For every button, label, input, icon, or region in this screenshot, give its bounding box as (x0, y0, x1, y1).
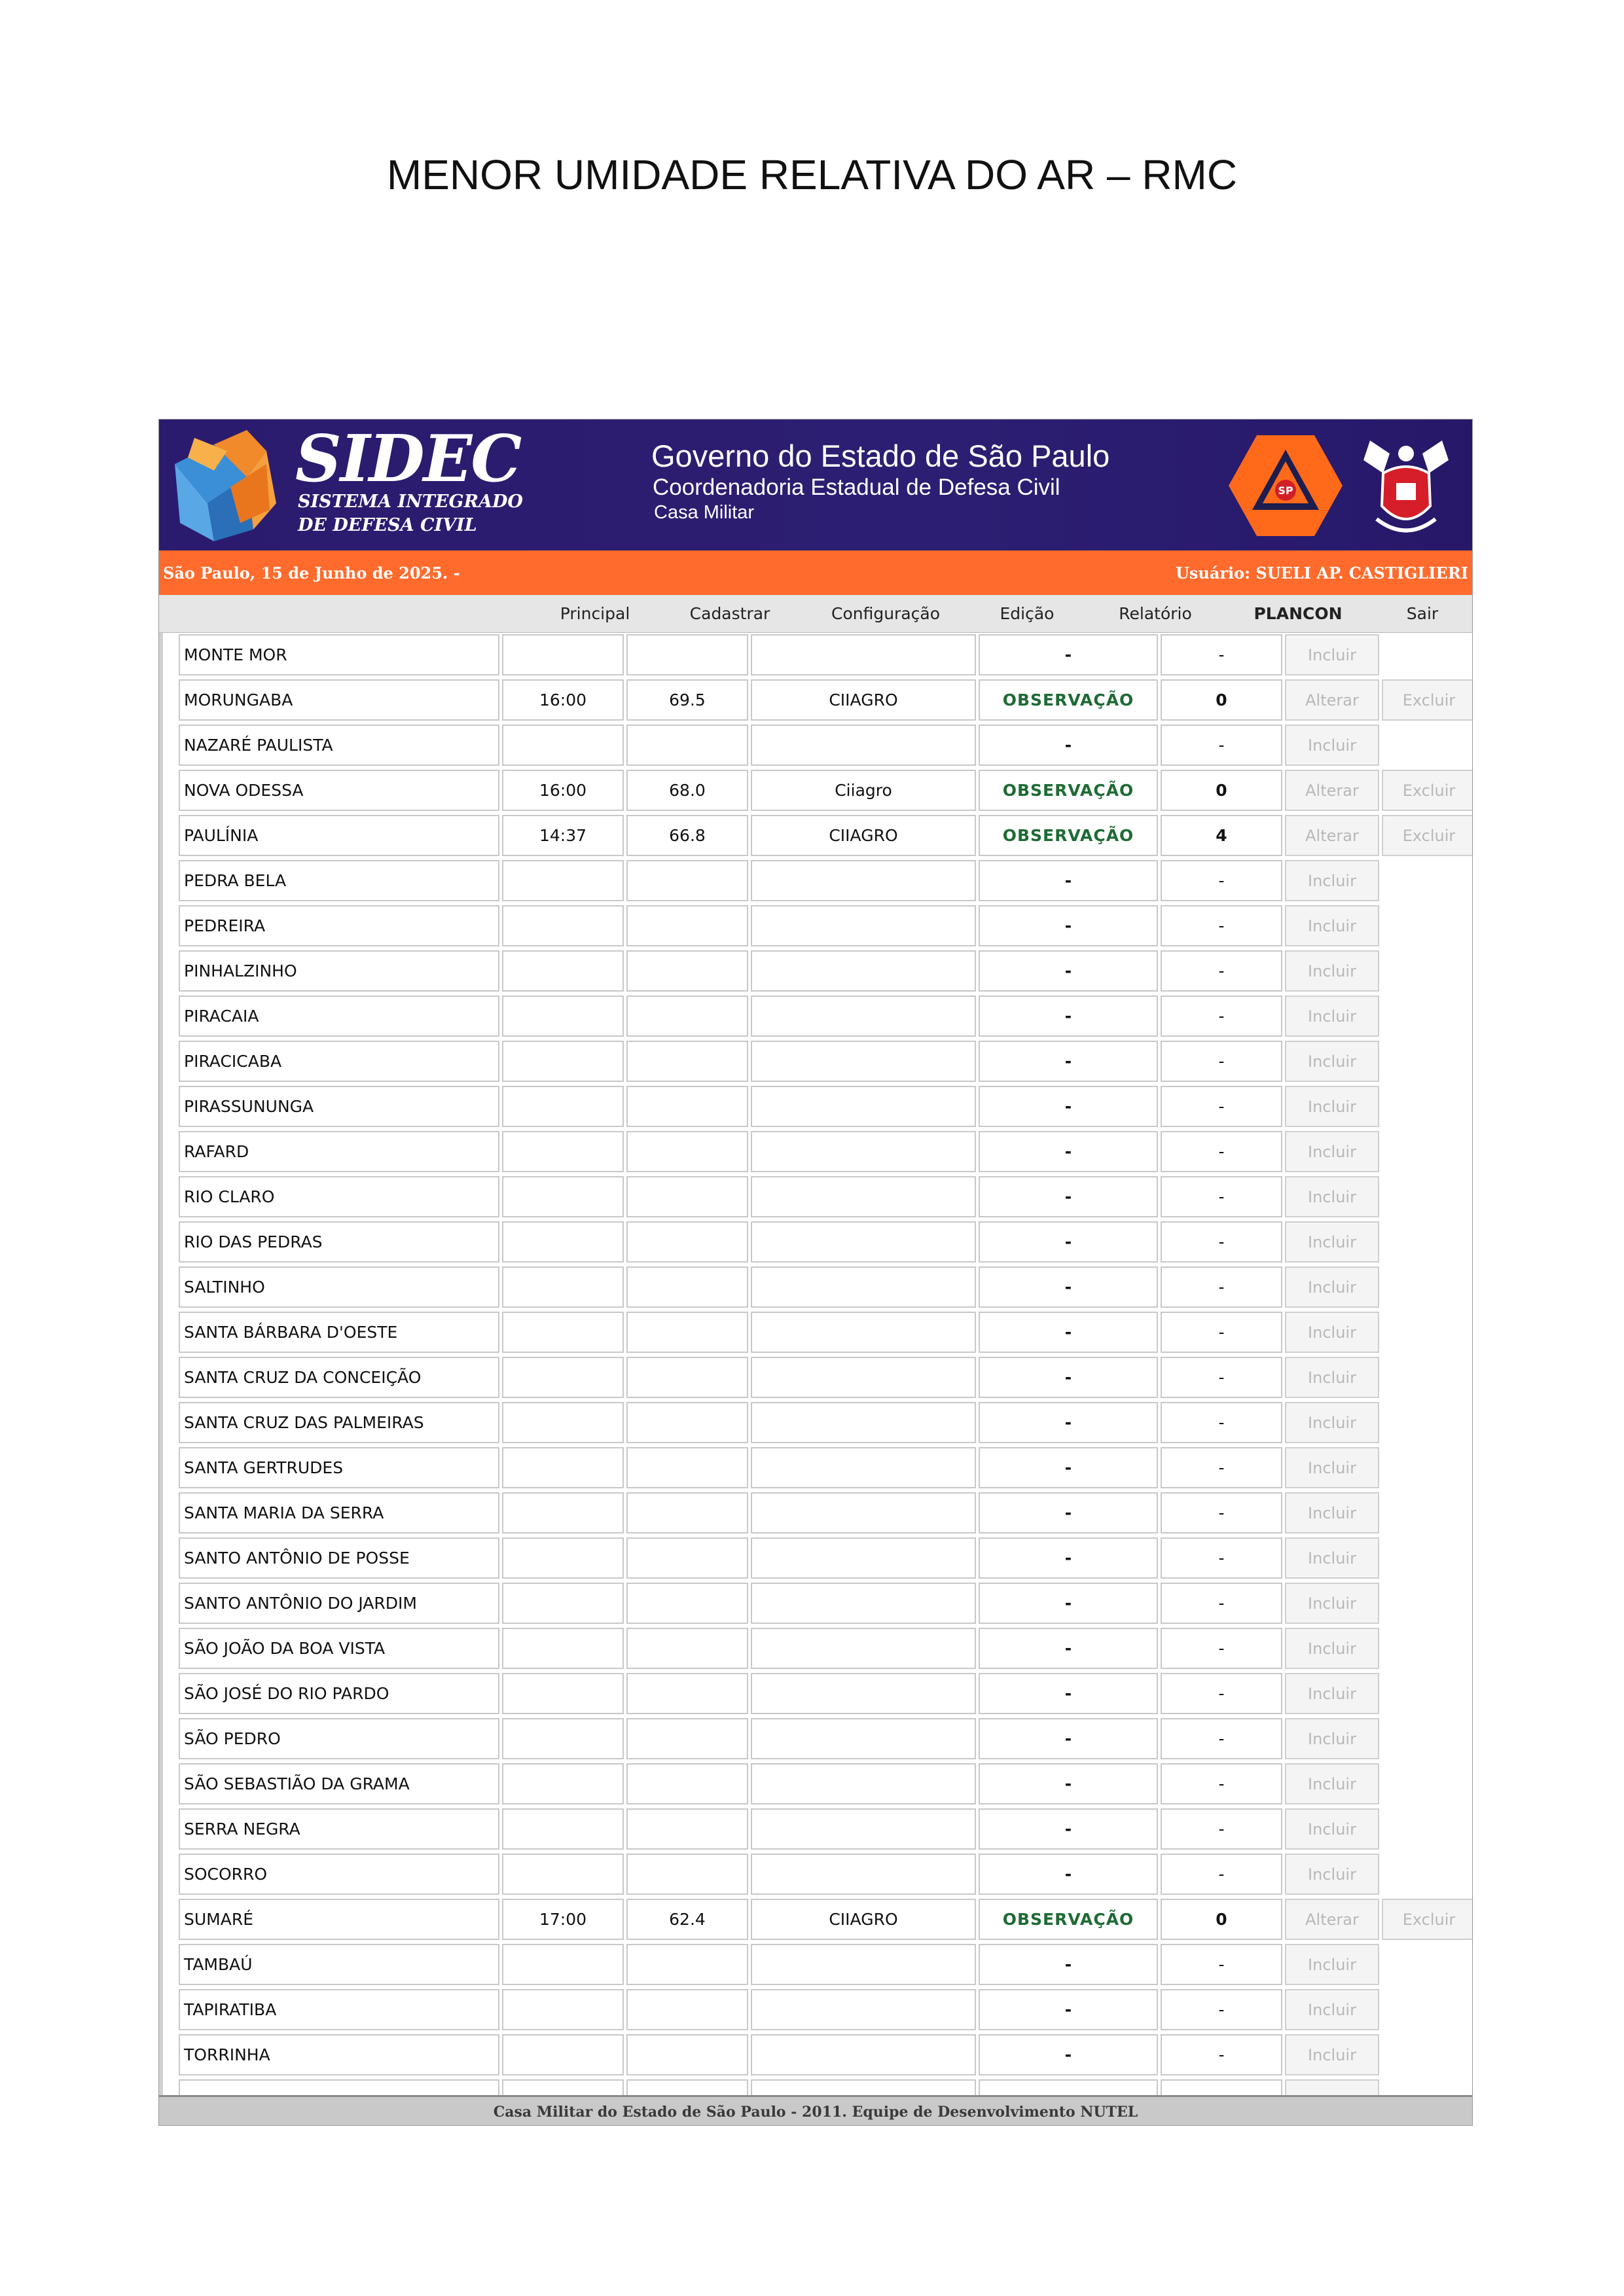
count-cell: - (1161, 2034, 1282, 2075)
table-row (163, 1130, 1472, 1175)
table-row (163, 1762, 1472, 1807)
time-cell (502, 905, 624, 946)
source-cell (751, 2034, 976, 2075)
status-cell: - (979, 725, 1158, 766)
table-row (163, 1943, 1472, 1988)
status-cell: - (979, 1176, 1158, 1217)
table-row (163, 1401, 1472, 1446)
source-cell: Ciiagro (751, 770, 976, 811)
source-cell (751, 1312, 976, 1353)
city-name-cell: NAZARÉ PAULISTA (179, 725, 499, 766)
humidity-value-cell: 69.5 (626, 679, 748, 721)
table-row (163, 2078, 1472, 2095)
city-name-cell: SÃO JOÃO DA BOA VISTA (179, 1628, 499, 1669)
status-cell: - (979, 1673, 1158, 1714)
city-name-cell: SANTA CRUZ DA CONCEIÇÃO (179, 1357, 499, 1398)
source-cell (751, 1357, 976, 1398)
source-cell (751, 1763, 976, 1804)
humidity-value-cell (626, 725, 748, 766)
city-name-cell: PIRACAIA (179, 996, 499, 1037)
table-row (163, 859, 1472, 904)
menu-relatorio[interactable]: Relatório (1119, 604, 1192, 623)
status-cell: - (979, 996, 1158, 1037)
time-cell (502, 950, 624, 992)
city-name-cell: SANTA GERTRUDES (179, 1447, 499, 1488)
include-button[interactable]: Incluir (1285, 2034, 1379, 2075)
city-name-cell: TAPIRATIBA (179, 1989, 499, 2030)
table-row (163, 1491, 1472, 1536)
time-cell (502, 725, 624, 766)
delete-button[interactable]: Excluir (1382, 1899, 1472, 1940)
time-cell (502, 2079, 624, 2095)
table-row (163, 633, 1472, 678)
table-row (163, 1175, 1472, 1220)
table-row (163, 1672, 1472, 1717)
humidity-value-cell (626, 860, 748, 901)
table-row (163, 1265, 1472, 1310)
include-button[interactable]: Incluir (1285, 1763, 1379, 1804)
table-row (163, 723, 1472, 768)
status-cell: - (979, 1808, 1158, 1850)
humidity-value-cell: 66.8 (626, 815, 748, 856)
humidity-table (159, 633, 1472, 2095)
time-cell (502, 1447, 624, 1488)
count-cell: - (1161, 1131, 1282, 1172)
coordination-title: Coordenadoria Estadual de Defesa Civil (653, 475, 1060, 500)
city-name-cell: NOVA ODESSA (179, 770, 499, 811)
source-cell (751, 905, 976, 946)
time-cell (502, 1583, 624, 1624)
count-cell: - (1161, 1221, 1282, 1263)
humidity-value-cell (626, 1041, 748, 1082)
time-cell (502, 1357, 624, 1398)
time-cell (502, 1312, 624, 1353)
city-name-cell: PAULÍNIA (179, 815, 499, 856)
humidity-value-cell (626, 1266, 748, 1308)
humidity-value-cell (626, 1854, 748, 1895)
humidity-value-cell (626, 1628, 748, 1669)
status-cell: - (979, 860, 1158, 901)
table-row (163, 1988, 1472, 2033)
city-name-cell: SOCORRO (179, 1854, 499, 1895)
source-cell (751, 2079, 976, 2095)
government-title: Governo do Estado de São Paulo (651, 439, 1110, 473)
source-cell (751, 1266, 976, 1308)
status-cell: - (979, 905, 1158, 946)
count-cell: - (1161, 996, 1282, 1037)
count-cell: - (1161, 1808, 1282, 1850)
time-cell (502, 1808, 624, 1850)
status-cell: OBSERVAÇÃO (979, 815, 1158, 856)
humidity-value-cell (626, 1312, 748, 1353)
table-row (163, 1446, 1472, 1491)
logo-subtitle-line1: SISTEMA INTEGRADO (298, 492, 523, 512)
city-name-cell: TAMBAÚ (179, 1944, 499, 1985)
city-name-cell: PEDREIRA (179, 905, 499, 946)
status-cell: - (979, 1583, 1158, 1624)
city-name-cell: RIO CLARO (179, 1176, 499, 1217)
source-cell: CIIAGRO (751, 679, 976, 721)
table-row (163, 1085, 1472, 1130)
city-name-cell: SANTO ANTÔNIO DE POSSE (179, 1537, 499, 1579)
sidec-logo-icon (168, 425, 280, 545)
source-cell (751, 1131, 976, 1172)
humidity-value-cell (626, 950, 748, 992)
delete-button[interactable]: Excluir (1382, 770, 1472, 811)
status-cell: - (979, 1266, 1158, 1308)
city-name-cell: PINHALZINHO (179, 950, 499, 992)
count-cell: - (1161, 1266, 1282, 1308)
include-button[interactable]: Incluir (1285, 1673, 1379, 1714)
menu-configuracao[interactable]: Configuração (831, 604, 941, 623)
include-button[interactable]: Incluir (1285, 1266, 1379, 1308)
city-name-cell: MORUNGABA (179, 679, 499, 721)
source-cell (751, 1808, 976, 1850)
include-button[interactable]: Incluir (1285, 634, 1379, 675)
table-row (163, 1581, 1472, 1626)
time-cell (502, 1989, 624, 2030)
include-button[interactable]: Incluir (1285, 1583, 1379, 1624)
time-cell: 16:00 (502, 770, 624, 811)
menu-plancon[interactable]: PLANCON (1254, 604, 1343, 623)
humidity-value-cell (626, 1086, 748, 1127)
include-button[interactable]: Incluir (1285, 1989, 1379, 2030)
city-name-cell: SANTA CRUZ DAS PALMEIRAS (179, 1402, 499, 1443)
status-cell: - (979, 634, 1158, 675)
humidity-value-cell: 68.0 (626, 770, 748, 811)
humidity-value-cell: 62.4 (626, 1899, 748, 1940)
status-cell: - (979, 1718, 1158, 1759)
count-cell: - (1161, 905, 1282, 946)
time-cell (502, 1086, 624, 1127)
count-cell: - (1161, 1854, 1282, 1895)
status-cell: - (979, 1763, 1158, 1804)
city-name-cell: SERRA NEGRA (179, 1808, 499, 1850)
table-row (163, 814, 1472, 859)
time-cell (502, 1763, 624, 1804)
time-cell: 17:00 (502, 1899, 624, 1940)
count-cell: - (1161, 1312, 1282, 1353)
city-name-cell: RIO DAS PEDRAS (179, 1221, 499, 1263)
emblem-text: SP (1278, 484, 1293, 497)
count-cell: 0 (1161, 679, 1282, 721)
count-cell: - (1161, 1357, 1282, 1398)
source-cell (751, 1989, 976, 2030)
menu-principal[interactable]: Principal (560, 604, 630, 623)
time-cell: 14:37 (502, 815, 624, 856)
count-cell: - (1161, 1537, 1282, 1579)
humidity-value-cell (626, 1989, 748, 2030)
count-cell: - (1161, 1989, 1282, 2030)
include-button[interactable]: Incluir (1285, 1854, 1379, 1895)
humidity-value-cell (626, 905, 748, 946)
count-cell: - (1161, 1583, 1282, 1624)
source-cell (751, 950, 976, 992)
source-cell: CIIAGRO (751, 815, 976, 856)
include-button[interactable]: Incluir (1285, 1176, 1379, 1217)
table-row (163, 2033, 1472, 2078)
delete-button[interactable]: Excluir (1382, 679, 1472, 721)
time-cell (502, 2034, 624, 2075)
time-cell (502, 1221, 624, 1263)
menu-cadastrar[interactable]: Cadastrar (689, 604, 770, 623)
source-cell (751, 996, 976, 1037)
source-cell (751, 1086, 976, 1127)
include-button[interactable]: Incluir (1285, 1944, 1379, 1985)
city-name-cell: PEDRA BELA (179, 860, 499, 901)
humidity-value-cell (626, 1763, 748, 1804)
app-footer (159, 2095, 1472, 2126)
alter-button[interactable]: Alterar (1285, 1899, 1379, 1940)
humidity-value-cell (626, 1357, 748, 1398)
document-title: MENOR UMIDADE RELATIVA DO AR – RMC (386, 151, 1238, 198)
city-name-cell (179, 2079, 499, 2095)
logo-subtitle-line2: DE DEFESA CIVIL (298, 515, 477, 535)
source-cell (751, 1447, 976, 1488)
count-cell: - (1161, 1447, 1282, 1488)
time-cell (502, 1176, 624, 1217)
time-cell (502, 1673, 624, 1714)
include-button[interactable]: Incluir (1285, 1628, 1379, 1669)
status-cell: - (979, 1312, 1158, 1353)
logo-name: SIDEC (295, 422, 521, 497)
source-cell (751, 1041, 976, 1082)
humidity-value-cell (626, 1808, 748, 1850)
source-cell (751, 1854, 976, 1895)
status-cell: - (979, 1447, 1158, 1488)
city-name-cell: SANTO ANTÔNIO DO JARDIM (179, 1583, 499, 1624)
table-row (163, 994, 1472, 1039)
include-button[interactable]: Incluir (1285, 1086, 1379, 1127)
include-button[interactable]: Incluir (1285, 1131, 1379, 1172)
humidity-value-cell (626, 1537, 748, 1579)
count-cell: - (1161, 1628, 1282, 1669)
humidity-value-cell (626, 1176, 748, 1217)
count-cell: - (1161, 1176, 1282, 1217)
status-cell: - (979, 2034, 1158, 2075)
include-button[interactable]: Incluir (1285, 725, 1379, 766)
count-cell: 0 (1161, 1899, 1282, 1940)
status-cell: OBSERVAÇÃO (979, 770, 1158, 811)
table-row (163, 949, 1472, 994)
count-cell: - (1161, 634, 1282, 675)
table-row (163, 1536, 1472, 1581)
city-name-cell: SANTA BÁRBARA D'OESTE (179, 1312, 499, 1353)
city-name-cell: SÃO PEDRO (179, 1718, 499, 1759)
main-menu (159, 595, 1472, 633)
humidity-value-cell (626, 2034, 748, 2075)
source-cell (751, 1944, 976, 1985)
time-cell (502, 996, 624, 1037)
status-bar (159, 550, 1472, 595)
humidity-value-cell (626, 1402, 748, 1443)
action-button[interactable] (1285, 2079, 1379, 2095)
status-cell: - (979, 1086, 1158, 1127)
humidity-value-cell (626, 1718, 748, 1759)
table-row (163, 904, 1472, 949)
status-cell: OBSERVAÇÃO (979, 679, 1158, 721)
civil-defense-emblem-icon (1227, 433, 1344, 539)
table-row (163, 1807, 1472, 1852)
table-row (163, 1852, 1472, 1897)
alter-button[interactable]: Alterar (1285, 770, 1379, 811)
source-cell (751, 1718, 976, 1759)
status-cell (979, 2079, 1158, 2095)
humidity-value-cell (626, 1944, 748, 1985)
count-cell: - (1161, 1763, 1282, 1804)
current-date: São Paulo, 15 de Junho de 2025. - (163, 564, 460, 583)
table-row (163, 1355, 1472, 1401)
source-cell (751, 725, 976, 766)
time-cell (502, 1718, 624, 1759)
time-cell (502, 1492, 624, 1534)
count-cell: - (1161, 1086, 1282, 1127)
status-cell: - (979, 1357, 1158, 1398)
table-row (163, 768, 1472, 814)
count-cell: - (1161, 1718, 1282, 1759)
logged-user: Usuário: SUELI AP. CASTIGLIERI (1175, 564, 1468, 583)
humidity-value-cell (626, 2079, 748, 2095)
source-cell (751, 1402, 976, 1443)
table-row (163, 1220, 1472, 1265)
time-cell: 16:00 (502, 679, 624, 721)
include-button[interactable]: Incluir (1285, 860, 1379, 901)
include-button[interactable]: Incluir (1285, 905, 1379, 946)
city-name-cell: SÃO SEBASTIÃO DA GRAMA (179, 1763, 499, 1804)
humidity-value-cell (626, 1673, 748, 1714)
time-cell (502, 860, 624, 901)
humidity-value-cell (626, 634, 748, 675)
table-row (163, 1626, 1472, 1672)
status-cell: - (979, 1537, 1158, 1579)
app-header (159, 420, 1472, 550)
city-name-cell: TORRINHA (179, 2034, 499, 2075)
status-cell: OBSERVAÇÃO (979, 1899, 1158, 1940)
status-cell: - (979, 950, 1158, 992)
table-row (163, 1897, 1472, 1943)
city-name-cell: SÃO JOSÉ DO RIO PARDO (179, 1673, 499, 1714)
table-row (163, 678, 1472, 723)
source-cell (751, 1492, 976, 1534)
status-cell: - (979, 1989, 1158, 2030)
status-cell: - (979, 1221, 1158, 1263)
table-row (163, 1310, 1472, 1355)
source-cell (751, 1673, 976, 1714)
include-button[interactable]: Incluir (1285, 996, 1379, 1037)
count-cell: - (1161, 1944, 1282, 1985)
humidity-value-cell (626, 1131, 748, 1172)
humidity-value-cell (626, 1447, 748, 1488)
count-cell: 0 (1161, 770, 1282, 811)
delete-button[interactable]: Excluir (1382, 815, 1472, 856)
time-cell (502, 634, 624, 675)
include-button[interactable]: Incluir (1285, 1492, 1379, 1534)
time-cell (502, 1266, 624, 1308)
menu-sair[interactable]: Sair (1406, 604, 1439, 623)
alter-button[interactable]: Alterar (1285, 815, 1379, 856)
city-name-cell: SALTINHO (179, 1266, 499, 1308)
include-button[interactable]: Incluir (1285, 1808, 1379, 1850)
count-cell (1161, 2079, 1282, 2095)
include-button[interactable]: Incluir (1285, 1718, 1379, 1759)
count-cell: - (1161, 860, 1282, 901)
city-name-cell: SUMARÉ (179, 1899, 499, 1940)
time-cell (502, 1944, 624, 1985)
time-cell (502, 1402, 624, 1443)
footer-text: Casa Militar do Estado de São Paulo - 2011. Equipe de Desenvolvimento NUTEL (493, 2104, 1138, 2121)
status-cell: - (979, 1041, 1158, 1082)
include-button[interactable]: Incluir (1285, 1041, 1379, 1082)
count-cell: - (1161, 950, 1282, 992)
count-cell: - (1161, 725, 1282, 766)
time-cell (502, 1628, 624, 1669)
count-cell: 4 (1161, 815, 1282, 856)
count-cell: - (1161, 1402, 1282, 1443)
table-row (163, 1039, 1472, 1085)
include-button[interactable]: Incluir (1285, 1312, 1379, 1353)
status-cell: - (979, 1854, 1158, 1895)
time-cell (502, 1131, 624, 1172)
source-cell (751, 1628, 976, 1669)
humidity-value-cell (626, 1221, 748, 1263)
status-cell: - (979, 1402, 1158, 1443)
humidity-value-cell (626, 1492, 748, 1534)
time-cell (502, 1854, 624, 1895)
table-row (163, 1717, 1472, 1762)
status-cell: - (979, 1944, 1158, 1985)
military-coat-of-arms-icon (1357, 427, 1455, 543)
humidity-value-cell (626, 996, 748, 1037)
include-button[interactable]: Incluir (1285, 1221, 1379, 1263)
source-cell (751, 1176, 976, 1217)
count-cell: - (1161, 1492, 1282, 1534)
count-cell: - (1161, 1673, 1282, 1714)
status-cell: - (979, 1131, 1158, 1172)
city-name-cell: SANTA MARIA DA SERRA (179, 1492, 499, 1534)
casa-militar-label: Casa Militar (654, 502, 755, 523)
status-cell: - (979, 1628, 1158, 1669)
humidity-value-cell (626, 1583, 748, 1624)
include-button[interactable]: Incluir (1285, 1402, 1379, 1443)
include-button[interactable]: Incluir (1285, 1357, 1379, 1398)
sidec-app-window (158, 419, 1473, 2126)
source-cell: CIIAGRO (751, 1899, 976, 1940)
source-cell (751, 860, 976, 901)
source-cell (751, 634, 976, 675)
include-button[interactable]: Incluir (1285, 950, 1379, 992)
status-cell: - (979, 1492, 1158, 1534)
source-cell (751, 1583, 976, 1624)
source-cell (751, 1537, 976, 1579)
city-name-cell: MONTE MOR (179, 634, 499, 675)
city-name-cell: RAFARD (179, 1131, 499, 1172)
menu-edicao[interactable]: Edição (1000, 604, 1055, 623)
count-cell: - (1161, 1041, 1282, 1082)
source-cell (751, 1221, 976, 1263)
alter-button[interactable]: Alterar (1285, 679, 1379, 721)
time-cell (502, 1041, 624, 1082)
city-name-cell: PIRASSUNUNGA (179, 1086, 499, 1127)
time-cell (502, 1537, 624, 1579)
include-button[interactable]: Incluir (1285, 1537, 1379, 1579)
city-name-cell: PIRACICABA (179, 1041, 499, 1082)
include-button[interactable]: Incluir (1285, 1447, 1379, 1488)
